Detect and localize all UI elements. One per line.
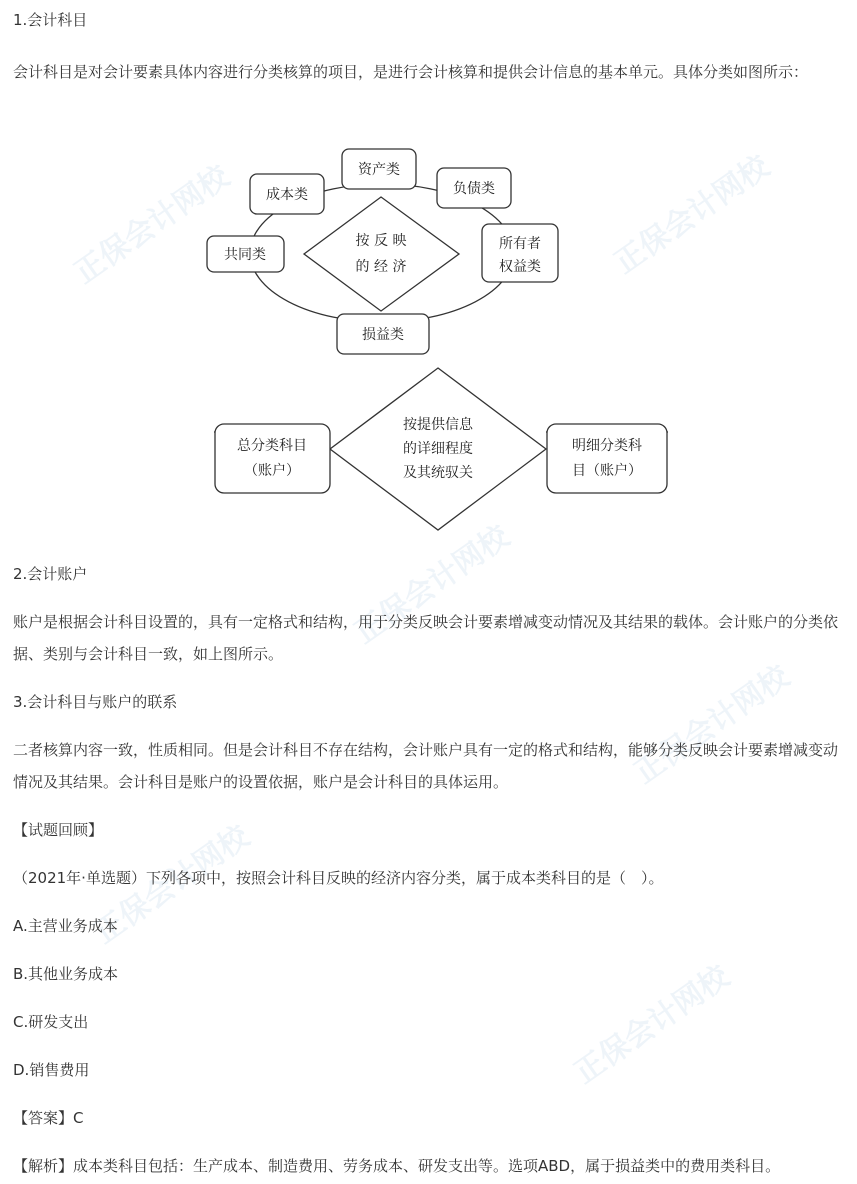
svg-text:共同类: 共同类 [224, 247, 266, 263]
analysis: 【解析】成本类科目包括：生产成本、制造费用、劳务成本、研发支出等。选项ABD，属于损益类中的费用类科目。 [13, 1157, 781, 1175]
svg-text:权益类: 权益类 [499, 259, 541, 275]
classification-diagram [0, 130, 857, 540]
watermark: 正保会计网校 [628, 658, 796, 791]
svg-text:明细分类科: 明细分类科 [572, 438, 642, 454]
node-profit-loss [337, 314, 429, 354]
paragraph-accounting-subjects: 会计科目是对会计要素具体内容进行分类核算的项目，是进行会计核算和提供会计信息的基本单元。具体分类如图所示： [13, 63, 809, 81]
paragraph-relationship: 二者核算内容一致，性质相同。但是会计科目不存在结构，会计账户具有一定的格式和结构，能够分类反映会计要素增减变动情况及其结果。会计科目是账户的设置依据，账户是会计科目的具体运用。 [13, 741, 839, 791]
node-asset [342, 149, 416, 189]
svg-text:（账户）: （账户） [244, 463, 300, 479]
node-liability [437, 168, 511, 208]
classification-basis-diamond [304, 197, 459, 311]
node-cost [250, 174, 324, 214]
svg-text:资产类: 资产类 [358, 162, 400, 178]
section-heading-accounts: 2.会计账户 [13, 565, 88, 583]
watermark: 正保会计网校 [88, 818, 256, 951]
section-heading-accounting-subjects: 1.会计科目 [13, 11, 88, 29]
node-general-ledger [215, 424, 330, 493]
svg-text:所有者: 所有者 [499, 236, 541, 252]
watermark: 正保会计网校 [68, 158, 236, 291]
watermark: 正保会计网校 [348, 518, 516, 651]
answer: 【答案】C [13, 1109, 84, 1127]
node-subsidiary-ledger [547, 424, 667, 493]
diamond-text-line2: 的 经 济 [355, 259, 407, 275]
detail-diamond-line3: 及其统驭关 [403, 465, 473, 481]
svg-text:损益类: 损益类 [362, 327, 404, 343]
watermark: 正保会计网校 [568, 958, 736, 1091]
option-a: A.主营业务成本 [13, 917, 118, 935]
option-c: C.研发支出 [13, 1013, 89, 1031]
review-question: （2021年·单选题）下列各项中，按照会计科目反映的经济内容分类，属于成本类科目的是（ ）。 [13, 869, 664, 887]
paragraph-accounts: 账户是根据会计科目设置的，具有一定格式和结构，用于分类反映会计要素增减变动情况及其结果的载体。会计账户的分类依据、类别与会计科目一致，如上图所示。 [13, 613, 839, 663]
diamond-text-line1: 按 反 映 [355, 233, 407, 249]
node-common [207, 236, 284, 272]
svg-text:成本类: 成本类 [266, 187, 308, 203]
section-heading-relationship: 3.会计科目与账户的联系 [13, 693, 178, 711]
svg-text:目（账户）: 目（账户） [572, 463, 642, 479]
detail-diamond-line1: 按提供信息 [403, 417, 473, 433]
node-owners-equity [482, 224, 558, 282]
detail-diamond-line2: 的详细程度 [403, 441, 473, 457]
svg-text:总分类科目: 总分类科目 [237, 438, 307, 454]
svg-text:负债类: 负债类 [453, 181, 495, 197]
watermark: 正保会计网校 [608, 148, 776, 281]
option-d: D.销售费用 [13, 1061, 90, 1079]
review-label: 【试题回顾】 [13, 821, 104, 839]
option-b: B.其他业务成本 [13, 965, 119, 983]
